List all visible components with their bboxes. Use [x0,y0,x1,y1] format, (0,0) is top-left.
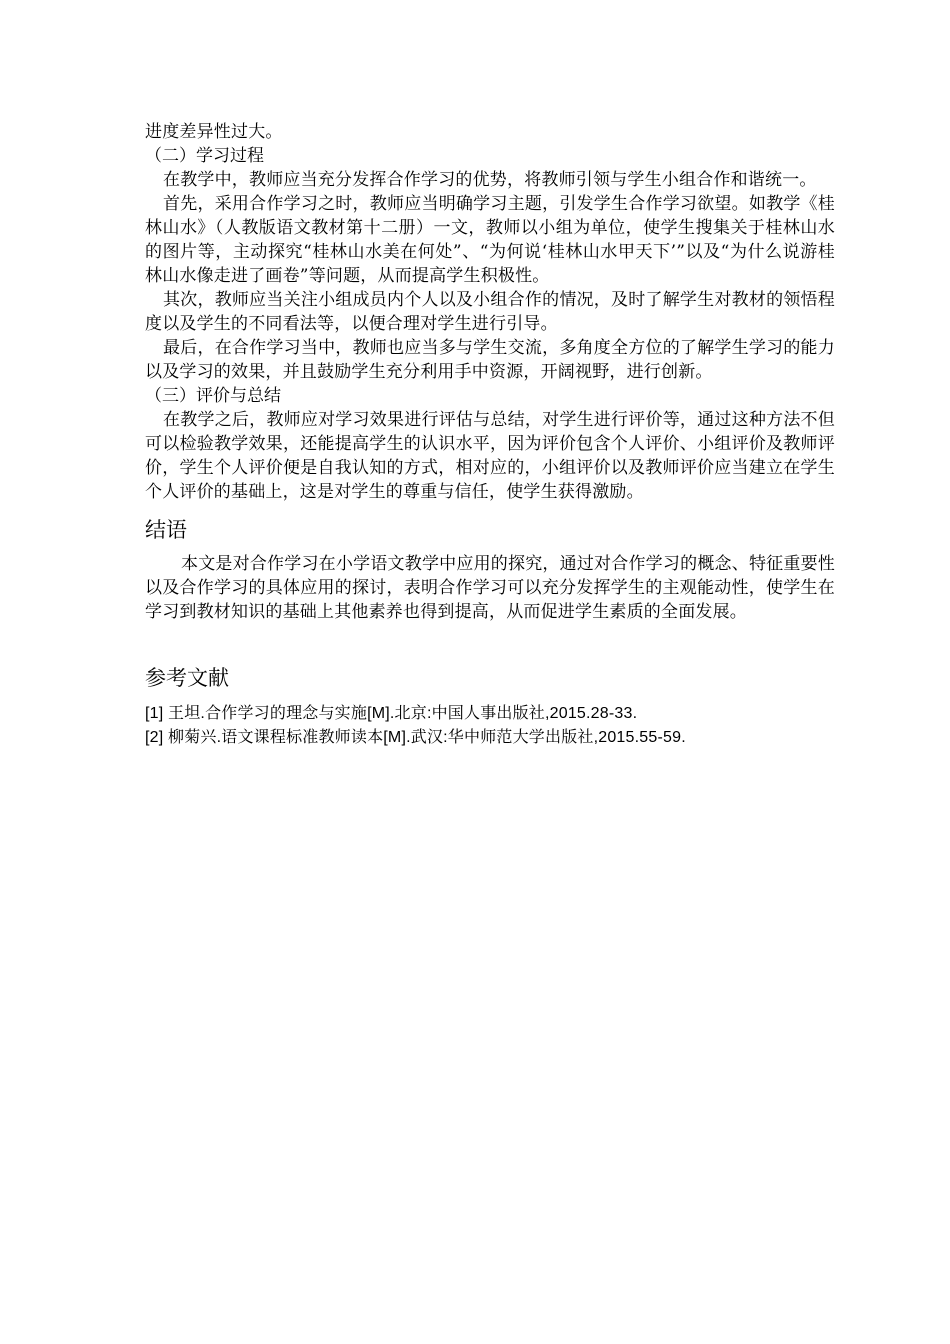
reference-item: [2] 柳菊兴.语文课程标准教师读本[M].武汉:华中师范大学出版社,2015.55-59. [145,729,686,746]
references-title: 参考文献 [145,666,229,690]
document-page [145,120,835,750]
reference-item: [1] 王坦.合作学习的理念与实施[M].北京:中国人事出版社,2015.28-33. [145,705,638,722]
conclusion-paragraph: 本文是对合作学习在小学语文教学中应用的探究，通过对合作学习的概念、特征重要性以及合作学习的具体应用的探讨，表明合作学习可以充分发挥学生的主观能动性，使学生在学习到教材知识的基础上其他素养也得到提高，从而促进学生素质的全面发展。 [145,554,835,622]
paragraph: 在教学之后，教师应对学习效果进行评估与总结，对学生进行评价等，通过这种方法不但可以检验教学效果，还能提高学生的认识水平，因为评价包含个人评价、小组评价及教师评价，学生个人评价便是自我认知的方式，相对应的，小组评价以及教师评价应当建立在学生个人评价的基础上，这是对学生的尊重与信任，使学生获得激励。 [145,410,835,502]
paragraph: 最后，在合作学习当中，教师也应当多与学生交流，多角度全方位的了解学生学习的能力以及学习的效果，并且鼓励学生充分利用手中资源，开阔视野，进行创新。 [145,338,835,382]
paragraph: 其次，教师应当关注小组成员内个人以及小组合作的情况，及时了解学生对教材的领悟程度以及学生的不同看法等，以便合理对学生进行引导。 [145,290,835,334]
section-heading-learning-process: （二）学习过程 [145,146,264,166]
reference-list [145,702,835,750]
section-heading-evaluation: （三）评价与总结 [145,386,281,406]
paragraph: 在教学中，教师应当充分发挥合作学习的优势，将教师引领与学生小组合作和谐统一。 [163,170,817,190]
paragraph-continued: 进度差异性过大。 [145,122,283,142]
paragraph: 首先，采用合作学习之时，教师应当明确学习主题，引发学生合作学习欲望。如教学《桂林山水》（人教版语文教材第十二册）一文，教师以小组为单位，使学生搜集关于桂林山水的图片等，主动探究“桂林山水美在何处”、“为何说‘桂林山水甲天下’”以及“为什么说游桂林山水像走进了画卷”等问题，从而提高学生积极性。 [145,194,835,286]
conclusion-title: 结语 [145,518,187,542]
